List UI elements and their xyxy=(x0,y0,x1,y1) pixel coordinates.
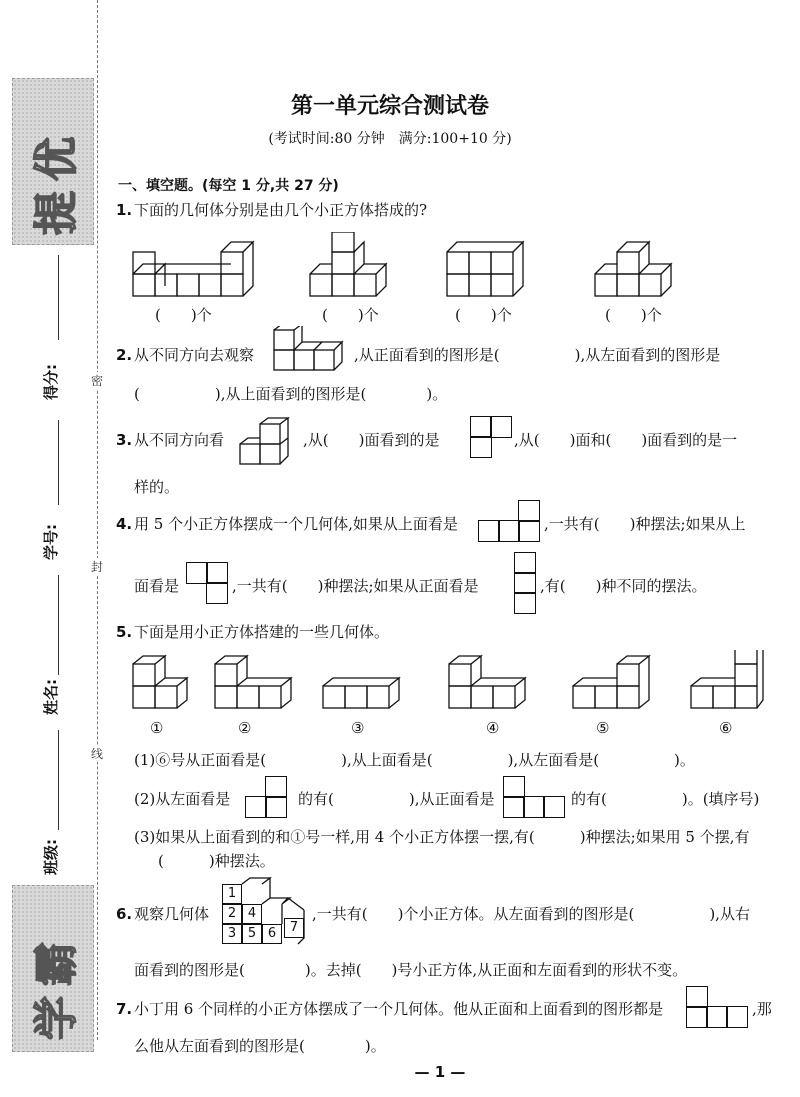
q1-figures xyxy=(125,232,685,302)
seal-word-2: 封 xyxy=(91,560,104,574)
q1-figure-2 xyxy=(310,232,386,296)
q5-front-view-cell xyxy=(503,796,525,818)
q4-number: 4. xyxy=(116,515,133,533)
q2-number: 2. xyxy=(116,346,133,364)
q1-figure-3 xyxy=(447,242,523,296)
q5-left-view-cell xyxy=(245,796,267,818)
q3-view-cell xyxy=(490,416,512,438)
q1-answer-2[interactable]: ( )个 xyxy=(322,306,379,324)
q4-front-view-cell xyxy=(514,592,536,614)
q5-label-4: ④ xyxy=(486,719,500,737)
id-blank-line xyxy=(58,420,59,505)
q5-left-view-cell xyxy=(265,776,287,798)
q3-text-d: 样的。 xyxy=(134,478,180,496)
q4-top-view-cell xyxy=(518,520,540,542)
q7-number: 7. xyxy=(116,1000,133,1018)
q1-figure-1 xyxy=(133,242,253,296)
q5-label-2: ② xyxy=(238,719,252,737)
q7-view-cell xyxy=(726,1006,748,1028)
q6-cube-1: 1 xyxy=(222,884,242,904)
name-label: 姓名: xyxy=(42,679,60,715)
q4-front-view-cell xyxy=(514,552,536,574)
name-blank-line xyxy=(58,575,59,675)
q3-text-a: 从不同方向看 xyxy=(134,431,225,449)
q5-left-view-cell xyxy=(265,796,287,818)
q6-cube-7: 7 xyxy=(284,918,304,938)
q6-number: 6. xyxy=(116,905,133,923)
q6-text-b: ,一共有( )个小正方体。从左面看到的图形是( ),从右 xyxy=(312,905,750,923)
q5-label-6: ⑥ xyxy=(719,719,733,737)
q6-cube-2: 2 xyxy=(222,904,242,924)
q6-cube-5: 5 xyxy=(242,924,262,944)
q1-figure-4 xyxy=(595,242,671,296)
q3-view-cell xyxy=(470,416,492,438)
q5-sub2-a: (2)从左面看是 xyxy=(134,790,231,808)
q7-text-c: 么他从左面看到的图形是( )。 xyxy=(134,1037,386,1055)
q2-text-b: ,从正面看到的图形是( ),从左面看到的图形是 xyxy=(354,346,721,364)
q3-view-cell xyxy=(470,436,492,458)
q5-sub2-c: 的有( )。(填序号) xyxy=(571,790,760,808)
id-label: 学号: xyxy=(42,524,60,560)
q7-view-cell xyxy=(686,1006,708,1028)
top-banner-text: 提优 xyxy=(31,127,82,235)
q4-text-e: ,有( )种不同的摆法。 xyxy=(540,577,707,595)
q4-front-view-cell xyxy=(514,572,536,594)
q1-answer-3[interactable]: ( )个 xyxy=(455,306,512,324)
q4-text-a: 用 5 个小正方体摆成一个几何体,如果从上面看是 xyxy=(134,515,458,533)
q6-cube-3: 3 xyxy=(222,924,242,944)
q6-figure-depth xyxy=(220,876,310,948)
q5-front-view-cell xyxy=(523,796,545,818)
seal-dashed-line xyxy=(97,0,98,1040)
q5-sub1: (1)⑥号从正面看是( ),从上面看是( ),从左面看是( )。 xyxy=(134,751,695,769)
q1-number: 1. xyxy=(116,201,133,219)
q5-text: 下面是用小正方体搭建的一些几何体。 xyxy=(134,623,390,641)
q5-front-view-cell xyxy=(543,796,565,818)
score-blank-line xyxy=(58,255,59,340)
q7-text-a: 小丁用 6 个同样的小正方体摆成了一个几何体。他从正面和上面看到的图形都是 xyxy=(134,1000,664,1018)
q2-text-a: 从不同方向去观察 xyxy=(134,346,255,364)
q4-top-view-cell xyxy=(478,520,500,542)
q5-sub3-b: ( )种摆法。 xyxy=(158,852,275,870)
page-title: 第一单元综合测试卷 xyxy=(290,94,489,119)
q5-label-1: ① xyxy=(150,719,164,737)
class-blank-line xyxy=(58,730,59,830)
q4-top-view-cell xyxy=(518,500,540,522)
q4-text-c: 面看是 xyxy=(134,577,180,595)
q3-text-b: ,从( )面看到的是 xyxy=(303,431,440,449)
q7-text-b: ,那 xyxy=(752,1000,772,1018)
q5-front-view-cell xyxy=(503,776,525,798)
q6-cube-6: 6 xyxy=(262,924,282,944)
q5-number: 5. xyxy=(116,623,133,641)
q6-text-c: 面看到的图形是( )。去掉( )号小正方体,从正面和左面看到的形状不变。 xyxy=(134,961,688,979)
q5-label-5: ⑤ xyxy=(596,719,610,737)
q5-sub3-a: (3)如果从上面看到的和①号一样,用 4 个小正方体摆一摆,有( )种摆法;如果用 5 个摆,有 xyxy=(134,828,750,846)
q1-answer-1[interactable]: ( )个 xyxy=(155,306,212,324)
q4-second-view-cell xyxy=(186,562,208,584)
seal-word-1: 密 xyxy=(91,374,104,388)
class-label: 班级: xyxy=(42,839,60,875)
score-label: 得分: xyxy=(42,364,60,400)
q5-label-3: ③ xyxy=(351,719,365,737)
q4-top-view-cell xyxy=(498,520,520,542)
q3-number: 3. xyxy=(116,431,133,449)
q6-cube-4: 4 xyxy=(242,904,262,924)
q4-text-d: ,一共有( )种摆法;如果从正面看是 xyxy=(232,577,479,595)
seal-word-3: 线 xyxy=(91,747,104,761)
q5-figures xyxy=(125,650,765,712)
page-number: — 1 — xyxy=(414,1063,466,1081)
q1-text: 下面的几何体分别是由几个小正方体搭成的? xyxy=(134,201,428,219)
q7-view-cell xyxy=(706,1006,728,1028)
q1-answer-4[interactable]: ( )个 xyxy=(605,306,662,324)
q7-view-cell xyxy=(686,986,708,1008)
q3-text-c: ,从( )面和( )面看到的是一 xyxy=(514,431,738,449)
q5-sub2-b: 的有( ),从正面看是 xyxy=(298,790,495,808)
section-heading: 一、填空题。(每空 1 分,共 27 分) xyxy=(118,178,339,194)
page-subtitle: (考试时间:80 分钟 满分:100+10 分) xyxy=(268,131,512,147)
q4-second-view-cell xyxy=(206,582,228,604)
q4-second-view-cell xyxy=(206,562,228,584)
q2-text-c: ( ),从上面看到的图形是( )。 xyxy=(134,385,448,403)
bottom-banner-text: 学霸 xyxy=(31,932,82,1040)
q3-figure xyxy=(236,410,302,470)
q6-text-a: 观察几何体 xyxy=(134,905,210,923)
q4-text-b: ,一共有( )种摆法;如果从上 xyxy=(544,515,746,533)
q2-figure xyxy=(270,326,352,374)
